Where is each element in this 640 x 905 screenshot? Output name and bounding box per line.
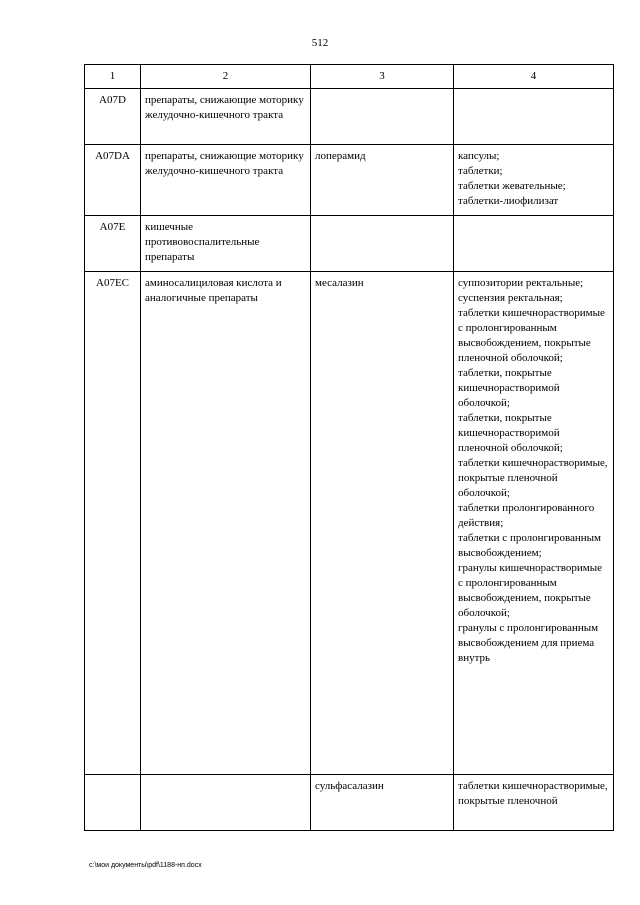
group-cell: аминосалициловая кислота и аналогичные препараты (141, 272, 311, 775)
dosage-form: гранулы кишечнорастворимые с пролонгированным высвобождением, покрытые оболочкой; (458, 562, 602, 619)
column-header: 1 (85, 65, 141, 89)
atc-code-cell: A07EC (85, 272, 141, 775)
table-header-row (85, 65, 614, 89)
dosage-form: таблетки пролонгированного действия; (458, 502, 595, 529)
group-cell (141, 775, 311, 831)
dosage-form: таблетки с пролонгированным высвобождением; (458, 532, 602, 559)
page-number: 512 (311, 37, 329, 49)
dosage-form: таблетки, покрытые кишечнорастворимой оболочкой; (458, 367, 560, 409)
table-row (85, 775, 614, 831)
atc-code-cell (85, 775, 141, 831)
atc-code-cell: A07DA (85, 145, 141, 216)
column-header: 3 (311, 65, 454, 89)
drug-cell (311, 216, 454, 272)
dosage-forms-cell (454, 216, 614, 272)
table-row (85, 89, 614, 145)
dosage-form: таблетки; (458, 165, 503, 177)
atc-code-cell: A07E (85, 216, 141, 272)
dosage-form: гранулы с пролонгированным высвобождением для приема внутрь (458, 622, 599, 664)
dosage-form: таблетки жевательные; (458, 180, 566, 192)
dosage-form: таблетки кишечнорастворимые, покрытые пленочной оболочкой; (458, 457, 608, 499)
column-header: 4 (454, 65, 614, 89)
dosage-forms-cell (454, 145, 614, 216)
group-cell: препараты, снижающие моторику желудочно-кишечного тракта (141, 145, 311, 216)
atc-code-cell: A07D (85, 89, 141, 145)
table-row (85, 272, 614, 775)
drug-cell (311, 89, 454, 145)
drug-table (84, 64, 614, 831)
dosage-forms-cell (454, 272, 614, 775)
column-header: 2 (141, 65, 311, 89)
table-row (85, 216, 614, 272)
dosage-forms-cell (454, 775, 614, 831)
dosage-form: таблетки кишечнорастворимые, покрытые пленочной (458, 780, 608, 807)
dosage-form: таблетки, покрытые кишечнорастворимой пленочной оболочкой; (458, 412, 563, 454)
dosage-form: суппозитории ректальные; (458, 277, 584, 289)
drug-cell: сульфасалазин (311, 775, 454, 831)
group-cell: препараты, снижающие моторику желудочно-кишечного тракта (141, 89, 311, 145)
group-cell: кишечные противовоспалительные препараты (141, 216, 311, 272)
dosage-form: капсулы; (458, 150, 500, 162)
dosage-form: таблетки кишечнорастворимые с пролонгированным высвобождением, покрытые пленочной оболочкой; (458, 307, 605, 364)
drug-cell: лоперамид (311, 145, 454, 216)
drug-cell: месалазин (311, 272, 454, 775)
dosage-form: таблетки-лиофилизат (458, 195, 559, 207)
table-row (85, 145, 614, 216)
document-file-path: c:\мои документы\pdf\1188-нп.docx (89, 862, 202, 869)
dosage-forms-cell (454, 89, 614, 145)
dosage-form: суспензия ректальная; (458, 292, 563, 304)
